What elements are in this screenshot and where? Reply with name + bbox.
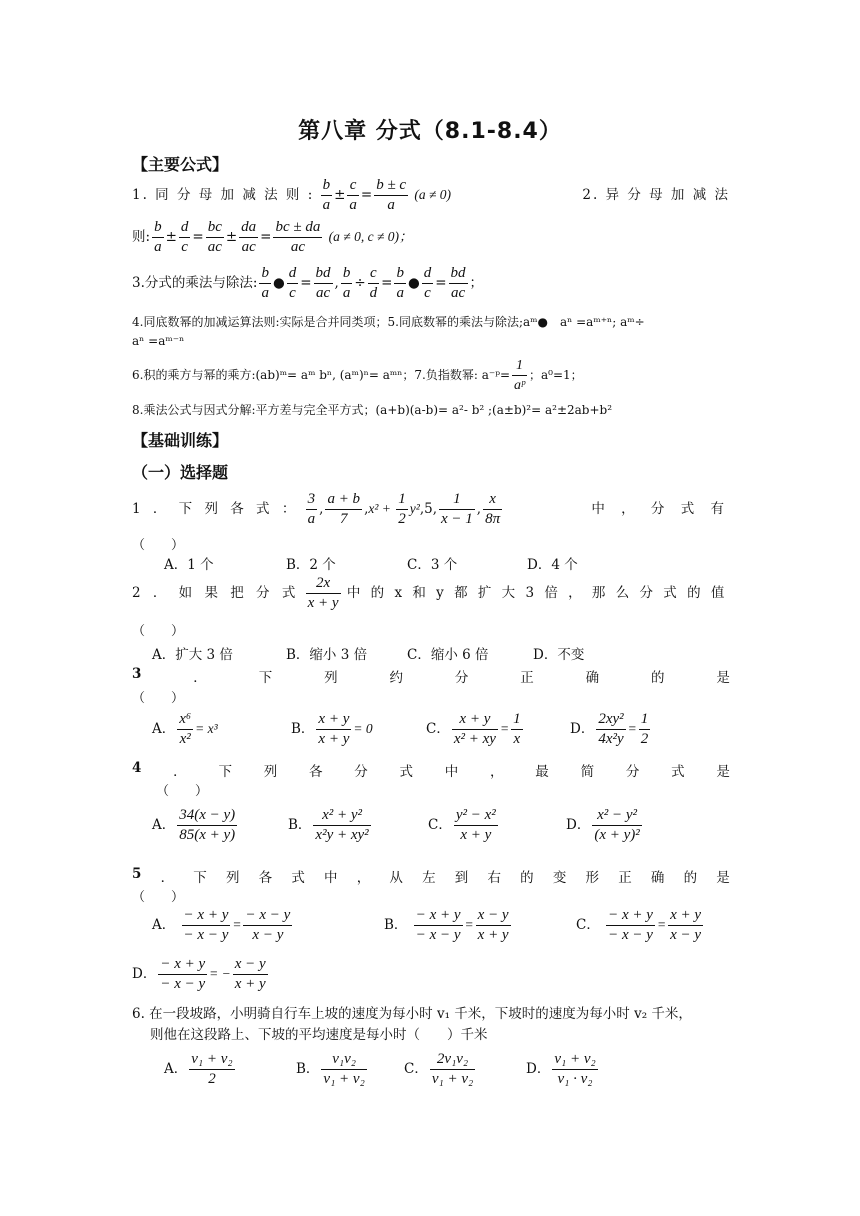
q5-option-c: C． $\frac{- x + y}{- x - y}$ = $\frac{x + y}{x - y}$ bbox=[576, 907, 702, 943]
answer-paren: （ ） bbox=[132, 890, 185, 905]
formula-2-label: 2. 异 分 母 加 减 法 bbox=[582, 187, 730, 203]
q5-char: 正 bbox=[618, 870, 632, 886]
question-1-label: 1 ． 下 列 各 式 ： bbox=[132, 501, 300, 517]
q4-char: 各 bbox=[308, 764, 323, 780]
formula-1-condition: (a ≠ 0) bbox=[414, 187, 452, 202]
q3-option-a: A． $\frac{\text{x⁶}}{\text{x²}}$ = x³ bbox=[152, 711, 218, 747]
q1-option-b: B．2 个 bbox=[286, 557, 336, 573]
q3-char: 是 bbox=[716, 670, 730, 686]
q3-char: 列 bbox=[324, 670, 338, 686]
q4-char: 列 bbox=[263, 764, 278, 780]
q5-char: 确 bbox=[650, 870, 665, 886]
q5-char: 5 bbox=[132, 866, 142, 882]
q3-char: 的 bbox=[651, 670, 665, 686]
q4-char: ， bbox=[490, 764, 504, 780]
q5-option-d: D． $\frac{- x + y}{- x - y}$ = − $\frac{x - y}{x + y}$ bbox=[132, 956, 266, 992]
q5-char: 各 bbox=[258, 870, 273, 886]
q4-option-d: D． $\frac{\text{x² − y²}}{\text{(x + y)²}}$ bbox=[566, 807, 640, 843]
fraction: $\frac{bd}{ac}$ bbox=[450, 265, 466, 301]
fraction: $\frac{da}{ac}$ bbox=[241, 219, 257, 255]
q5-char: 到 bbox=[454, 870, 469, 886]
fraction: $\frac{a + b}{7}$ bbox=[327, 491, 361, 527]
section-choice-heading: （一）选择题 bbox=[132, 463, 229, 482]
q3-char: ． bbox=[193, 670, 207, 686]
formula-line-6 bbox=[132, 356, 730, 394]
q5-char: 式 bbox=[291, 870, 305, 886]
fraction: $\frac{c}{d}$ bbox=[369, 265, 378, 301]
q4-char: 式 bbox=[399, 764, 413, 780]
fraction: $\frac{b}{a}$ bbox=[261, 265, 269, 301]
q6-option-d: D． $\frac{\text{v₁ + v₂}}{\text{v₁ · v₂}}$ bbox=[526, 1051, 596, 1087]
q3-option-c: C． $\frac{x + y}{\text{x² + xy}}$ = $\frac{1}{x}$ bbox=[426, 711, 521, 747]
q5-char: 的 bbox=[520, 870, 534, 886]
q2-option-b: B．缩小 3 倍 bbox=[286, 647, 368, 663]
fraction: $\frac{2x}{x + y}$ bbox=[307, 575, 339, 611]
q5-char: ． bbox=[160, 870, 175, 886]
formula-line-1: 1. 同 分 母 加 减 法 则 : $\frac{b}{a}$ ± $\frac{c}{a}$ = $\frac{b \pm c}{a}$ (a ≠ 0) 2. 异 分 母 加 减 法 bbox=[132, 177, 730, 213]
q5-char: 右 bbox=[487, 870, 501, 886]
formula-1-label: 1. 同 分 母 加 减 法 则 : bbox=[132, 187, 315, 203]
section-formulas-heading: 【主要公式】 bbox=[132, 155, 229, 174]
formula-line-2: 则: $\frac{b}{a}$ ± $\frac{d}{c}$ = $\frac{bc}{ac}$ ± $\frac{da}{ac}$ = $\frac{bc \pm da}{ac}$ (a ≠ 0, c ≠ 0)； bbox=[132, 219, 413, 255]
fraction: $\frac{x}{8\pi}$ bbox=[485, 491, 501, 527]
q5-char: 下 bbox=[193, 870, 207, 886]
q4-char: 4 bbox=[132, 760, 142, 776]
question-1-tail: 中 ， 分 式 有 bbox=[591, 501, 730, 517]
q4-char: 分 bbox=[625, 764, 640, 780]
answer-paren: （ ） bbox=[156, 784, 209, 799]
q6-option-a: A． $\frac{\text{v₁ + v₂}}{2}$ bbox=[164, 1051, 233, 1087]
answer-paren: （ ） bbox=[132, 691, 185, 706]
q4-char: 最 bbox=[535, 764, 549, 780]
fraction: $\frac{bd}{ac}$ bbox=[315, 265, 331, 301]
question-1: 1 ． 下 列 各 式 ： $\frac{3}{a}$ , $\frac{a + b}{7}$ ,x² + $\frac{1}{2}$ y²,5, $\frac{1}{x - 1}$ , $\frac{x}{8\pi}$ 中 ， 分 式 有 bbox=[132, 491, 730, 527]
page-title: 第八章 分式（8.1-8.4） bbox=[298, 119, 562, 144]
q4-char: ． bbox=[173, 764, 187, 780]
question-2 bbox=[132, 574, 730, 614]
q5-char: 变 bbox=[552, 870, 567, 886]
q3-char: 分 bbox=[454, 670, 469, 686]
q1-option-c: C．3 个 bbox=[407, 557, 458, 573]
q5-char: 形 bbox=[585, 870, 600, 886]
question-3-label bbox=[132, 666, 730, 686]
q5-char: 列 bbox=[225, 870, 240, 886]
q5-char: 的 bbox=[683, 870, 698, 886]
q4-char: 分 bbox=[354, 764, 368, 780]
fraction: $\frac{d}{c}$ bbox=[423, 265, 432, 301]
q5-char: 中 bbox=[324, 870, 338, 886]
answer-paren: （ ） bbox=[132, 624, 185, 639]
q3-char: 正 bbox=[520, 670, 534, 686]
q1-option-d: D．4 个 bbox=[527, 557, 578, 573]
formula-6-text: 6.积的乘方与幂的乘方:(ab)ᵐ= aᵐ bⁿ, (aᵐ)ⁿ= aᵐⁿ；7.负指数幂: a⁻ᵖ= bbox=[132, 368, 511, 382]
fraction: $\frac{1}{2}$ bbox=[398, 491, 406, 527]
q4-option-c: C． $\frac{\text{y² − x²}}{x + y}$ bbox=[428, 807, 496, 843]
fraction: $\frac{b}{a}$ bbox=[322, 177, 331, 213]
q4-char: 下 bbox=[218, 764, 232, 780]
formula-3-label: 3.分式的乘法与除法: bbox=[132, 275, 258, 291]
section-training-heading: 【基础训练】 bbox=[132, 431, 229, 450]
question-5-label bbox=[132, 866, 730, 886]
formula-line-3: 3.分式的乘法与除法: $\frac{b}{a}$ ● $\frac{d}{c}$ = $\frac{bd}{ac}$ , $\frac{b}{a}$ ÷ $\frac{c}{d}$ = $\frac{b}{a}$ ● $\frac{d}{c}$ = $\frac{bd}{ac}$ ； bbox=[132, 265, 484, 301]
question-6-text-2: 则他在这段路上、下坡的平均速度是每小时（ ）千米 bbox=[150, 1027, 488, 1043]
fraction: $\frac{b}{a}$ bbox=[342, 265, 351, 301]
fraction: $\frac{d}{c}$ bbox=[180, 219, 189, 255]
question-2-label: 2 ． 如 果 把 分 式 bbox=[132, 585, 300, 601]
fraction: $\frac{bc \pm da}{ac}$ bbox=[275, 219, 321, 255]
q6-option-b: B． $\frac{\text{v₁v₂}}{\text{v₁ + v₂}}$ bbox=[296, 1051, 365, 1087]
q3-char: 确 bbox=[585, 670, 600, 686]
q5-char: 左 bbox=[422, 870, 436, 886]
fraction: $\frac{bc}{ac}$ bbox=[207, 219, 222, 255]
q2-option-c: C．缩小 6 倍 bbox=[407, 647, 489, 663]
q3-char: 3 bbox=[132, 666, 142, 682]
formula-2-condition: (a ≠ 0, c ≠ 0)； bbox=[328, 229, 413, 244]
q3-char: 下 bbox=[258, 670, 273, 686]
formula-6-tail: ；a⁰=1； bbox=[529, 368, 583, 382]
fraction: $\frac{d}{c}$ bbox=[288, 265, 297, 301]
q2-option-d: D．不变 bbox=[533, 647, 585, 663]
fraction: $\frac{b}{a}$ bbox=[396, 265, 404, 301]
q3-option-d: D． $\frac{\text{2xy²}}{\text{4x²y}}$ = $\frac{1}{2}$ bbox=[570, 711, 649, 747]
question-4-label bbox=[132, 760, 730, 780]
fraction: $\frac{c}{a}$ bbox=[349, 177, 357, 213]
fraction: $\frac{3}{a}$ bbox=[307, 491, 316, 527]
q3-option-b: B． $\frac{x + y}{x + y}$ = 0 bbox=[291, 711, 373, 747]
fraction: $\frac{b \pm c}{a}$ bbox=[376, 177, 407, 213]
q4-char: 简 bbox=[580, 764, 595, 780]
q4-option-b: B． $\frac{\text{x² + y²}}{\text{x²y + xy²}}$ bbox=[288, 807, 369, 843]
q4-char: 式 bbox=[671, 764, 685, 780]
formula-line-8: 8.乘法公式与因式分解:平方差与完全平方式；(a+b)(a-b)= a²- b² ;(a±b)²= a²±2ab+b² bbox=[132, 403, 613, 417]
q4-char: 中 bbox=[444, 764, 459, 780]
fraction: $\frac{b}{a}$ bbox=[154, 219, 162, 255]
formula-line-4b: aⁿ =aᵐ⁻ⁿ bbox=[132, 334, 185, 348]
q6-option-c: C． $\frac{\text{2v₁v₂}}{\text{v₁ + v₂}}$ bbox=[404, 1051, 474, 1087]
q4-char: 是 bbox=[716, 764, 730, 780]
fraction: $\frac{1}{x - 1}$ bbox=[440, 491, 473, 527]
q5-option-a: A． $\frac{- x + y}{- x - y}$ = $\frac{- x - y}{x - y}$ bbox=[152, 907, 291, 943]
question-6-text: 6. 在一段坡路，小明骑自行车上坡的速度为每小时 v₁ 千米，下坡时的速度为每小时 v₂ 千米， bbox=[132, 1006, 692, 1022]
q5-char: 是 bbox=[716, 870, 730, 886]
q5-char: ， bbox=[356, 870, 371, 886]
q4-option-a: A． $\frac{34(x - y)}{85(x + y)}$ bbox=[152, 807, 236, 843]
formula-line-4: 4.同底数幂的加减运算法则:实际是合并同类项；5.同底数幂的乘法与除法;aᵐ● aⁿ =aᵐ⁺ⁿ; aᵐ÷ bbox=[132, 315, 645, 329]
q1-option-a: A．1 个 bbox=[164, 557, 214, 573]
question-2-tail: 中 的 x 和 y 都 扩 大 3 倍 ， 那 么 分 式 的 值 bbox=[346, 585, 728, 601]
answer-paren: （ ） bbox=[132, 538, 185, 553]
fraction: $\frac{1}{\text{aᵖ}}$ bbox=[514, 358, 526, 393]
formula-2-prefix: 则: bbox=[132, 229, 151, 245]
q5-char: 从 bbox=[389, 870, 403, 886]
q3-char: 约 bbox=[389, 670, 403, 686]
q5-option-b: B． $\frac{- x + y}{- x - y}$ = $\frac{x - y}{x + y}$ bbox=[384, 907, 509, 943]
q2-option-a: A．扩大 3 倍 bbox=[152, 647, 233, 663]
